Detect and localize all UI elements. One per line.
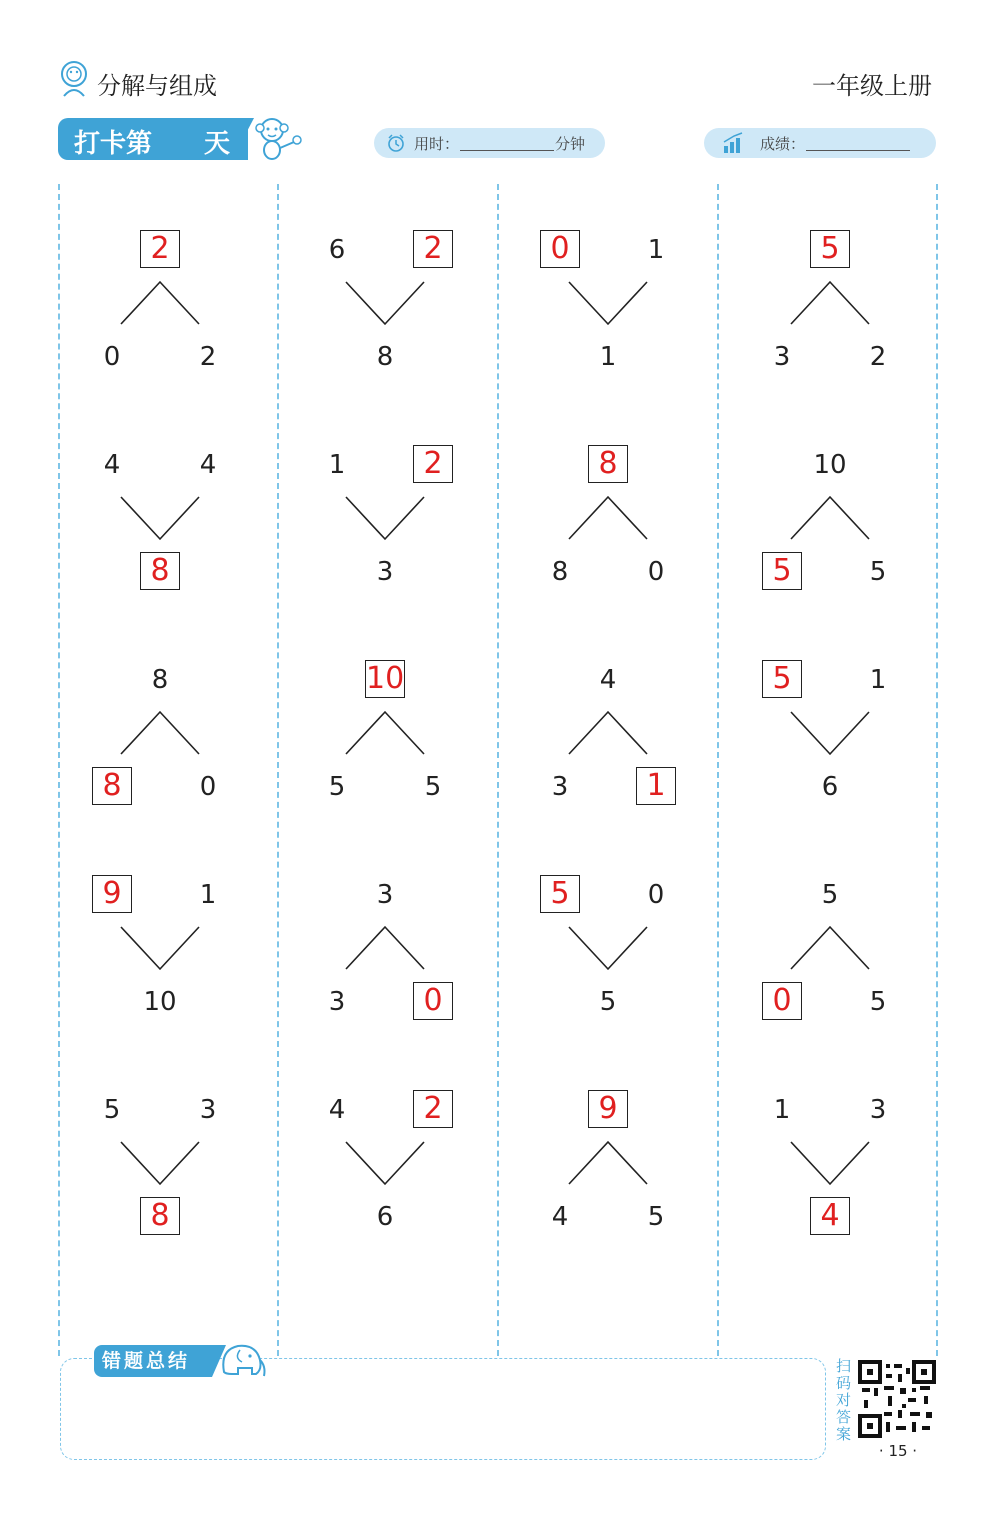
bond-number: 8 bbox=[551, 557, 569, 587]
bond-number: 5 bbox=[328, 772, 346, 802]
grade-label: 一年级上册 bbox=[812, 72, 932, 100]
bond-number: 0 bbox=[647, 557, 665, 587]
column-divider bbox=[936, 184, 938, 1356]
column-divider bbox=[717, 184, 719, 1356]
bond-number: 3 bbox=[551, 772, 569, 802]
bond-number: 1 bbox=[773, 1095, 791, 1125]
answer-box[interactable]: 2 bbox=[413, 230, 453, 268]
bond-lines bbox=[785, 708, 875, 758]
column-divider bbox=[497, 184, 499, 1356]
bond-number: 6 bbox=[821, 772, 839, 802]
mistake-summary-label: 错题总结 bbox=[94, 1345, 212, 1377]
time-label: 用时： bbox=[414, 135, 460, 153]
bond-lines bbox=[785, 278, 875, 328]
bond-number: 3 bbox=[773, 342, 791, 372]
bond-number: 6 bbox=[376, 1202, 394, 1232]
answer-box[interactable]: 8 bbox=[140, 1197, 180, 1235]
answer-box[interactable]: 8 bbox=[140, 552, 180, 590]
time-pill bbox=[374, 128, 605, 158]
bond-lines bbox=[115, 923, 205, 973]
bond-number: 3 bbox=[199, 1095, 217, 1125]
bond-lines bbox=[340, 708, 430, 758]
time-blank-line[interactable] bbox=[460, 150, 554, 151]
bond-lines bbox=[563, 493, 653, 543]
bond-lines bbox=[115, 493, 205, 543]
page-title: 分解与组成 bbox=[97, 72, 217, 100]
bond-lines bbox=[340, 493, 430, 543]
score-label: 成绩： bbox=[760, 135, 806, 153]
bond-number: 1 bbox=[199, 880, 217, 910]
bar-chart-icon bbox=[722, 132, 746, 154]
score-pill bbox=[704, 128, 936, 158]
lion-logo-icon bbox=[58, 60, 90, 98]
bond-number: 5 bbox=[821, 880, 839, 910]
bond-lines bbox=[340, 923, 430, 973]
bond-lines bbox=[115, 278, 205, 328]
answer-box[interactable]: 10 bbox=[366, 661, 405, 696]
answer-box[interactable]: 8 bbox=[588, 445, 628, 483]
bond-lines bbox=[340, 1138, 430, 1188]
punch-day-tag bbox=[58, 118, 248, 160]
time-unit: 分钟 bbox=[555, 135, 586, 153]
bond-number: 1 bbox=[328, 450, 346, 480]
bond-number: 5 bbox=[103, 1095, 121, 1125]
bond-number: 5 bbox=[869, 557, 887, 587]
answer-box[interactable]: 9 bbox=[588, 1090, 628, 1128]
answer-box[interactable]: 5 bbox=[810, 230, 850, 268]
answer-box[interactable]: 0 bbox=[762, 982, 802, 1020]
answer-box[interactable]: 8 bbox=[92, 767, 132, 805]
bond-lines bbox=[115, 708, 205, 758]
bond-number: 2 bbox=[869, 342, 887, 372]
bond-lines bbox=[563, 708, 653, 758]
answer-box[interactable]: 1 bbox=[636, 767, 676, 805]
bond-number: 10 bbox=[143, 987, 177, 1017]
bond-number: 0 bbox=[647, 880, 665, 910]
answer-box[interactable]: 2 bbox=[413, 1090, 453, 1128]
bond-number: 8 bbox=[376, 342, 394, 372]
bond-number: 6 bbox=[328, 235, 346, 265]
bond-number: 4 bbox=[599, 665, 617, 695]
score-blank-line[interactable] bbox=[806, 150, 910, 151]
bond-number: 3 bbox=[328, 987, 346, 1017]
answer-box[interactable]: 4 bbox=[810, 1197, 850, 1235]
bond-lines bbox=[563, 923, 653, 973]
answer-box[interactable]: 5 bbox=[762, 552, 802, 590]
answer-box[interactable]: 2 bbox=[413, 445, 453, 483]
column-divider bbox=[277, 184, 279, 1356]
bond-lines bbox=[785, 923, 875, 973]
bond-number: 1 bbox=[869, 665, 887, 695]
column-divider bbox=[58, 184, 60, 1356]
bond-lines bbox=[115, 1138, 205, 1188]
qr-code-icon[interactable] bbox=[858, 1360, 936, 1438]
answer-box[interactable]: 0 bbox=[540, 230, 580, 268]
answer-box[interactable]: 5 bbox=[540, 875, 580, 913]
bond-number: 4 bbox=[199, 450, 217, 480]
bond-number: 1 bbox=[647, 235, 665, 265]
bond-number: 5 bbox=[647, 1202, 665, 1232]
bond-lines bbox=[785, 1138, 875, 1188]
punch-day-unit: 天 bbox=[204, 129, 231, 159]
bond-number: 5 bbox=[869, 987, 887, 1017]
bond-number: 5 bbox=[424, 772, 442, 802]
monkey-icon bbox=[250, 112, 304, 166]
answer-box[interactable]: 0 bbox=[413, 982, 453, 1020]
bond-number: 4 bbox=[551, 1202, 569, 1232]
bond-number: 1 bbox=[599, 342, 617, 372]
bond-number: 5 bbox=[599, 987, 617, 1017]
answer-box[interactable]: 5 bbox=[762, 660, 802, 698]
bond-number: 3 bbox=[376, 557, 394, 587]
bond-number: 3 bbox=[376, 880, 394, 910]
elephant-icon bbox=[216, 1336, 268, 1380]
bond-number: 0 bbox=[199, 772, 217, 802]
bond-number: 3 bbox=[869, 1095, 887, 1125]
answer-box[interactable]: 9 bbox=[92, 875, 132, 913]
bond-number: 10 bbox=[813, 450, 847, 480]
answer-box[interactable]: 2 bbox=[140, 230, 180, 268]
bond-number: 4 bbox=[328, 1095, 346, 1125]
bond-lines bbox=[563, 1138, 653, 1188]
bond-lines bbox=[340, 278, 430, 328]
scan-answer-label: 扫码对答案 bbox=[836, 1357, 852, 1443]
bond-lines bbox=[785, 493, 875, 543]
bond-number: 4 bbox=[103, 450, 121, 480]
bond-lines bbox=[563, 278, 653, 328]
bond-number: 8 bbox=[151, 665, 169, 695]
alarm-clock-icon bbox=[386, 133, 406, 153]
page-number: · 15 · bbox=[878, 1442, 918, 1460]
punch-day-label: 打卡第 bbox=[74, 129, 153, 159]
bond-number: 2 bbox=[199, 342, 217, 372]
bond-number: 0 bbox=[103, 342, 121, 372]
